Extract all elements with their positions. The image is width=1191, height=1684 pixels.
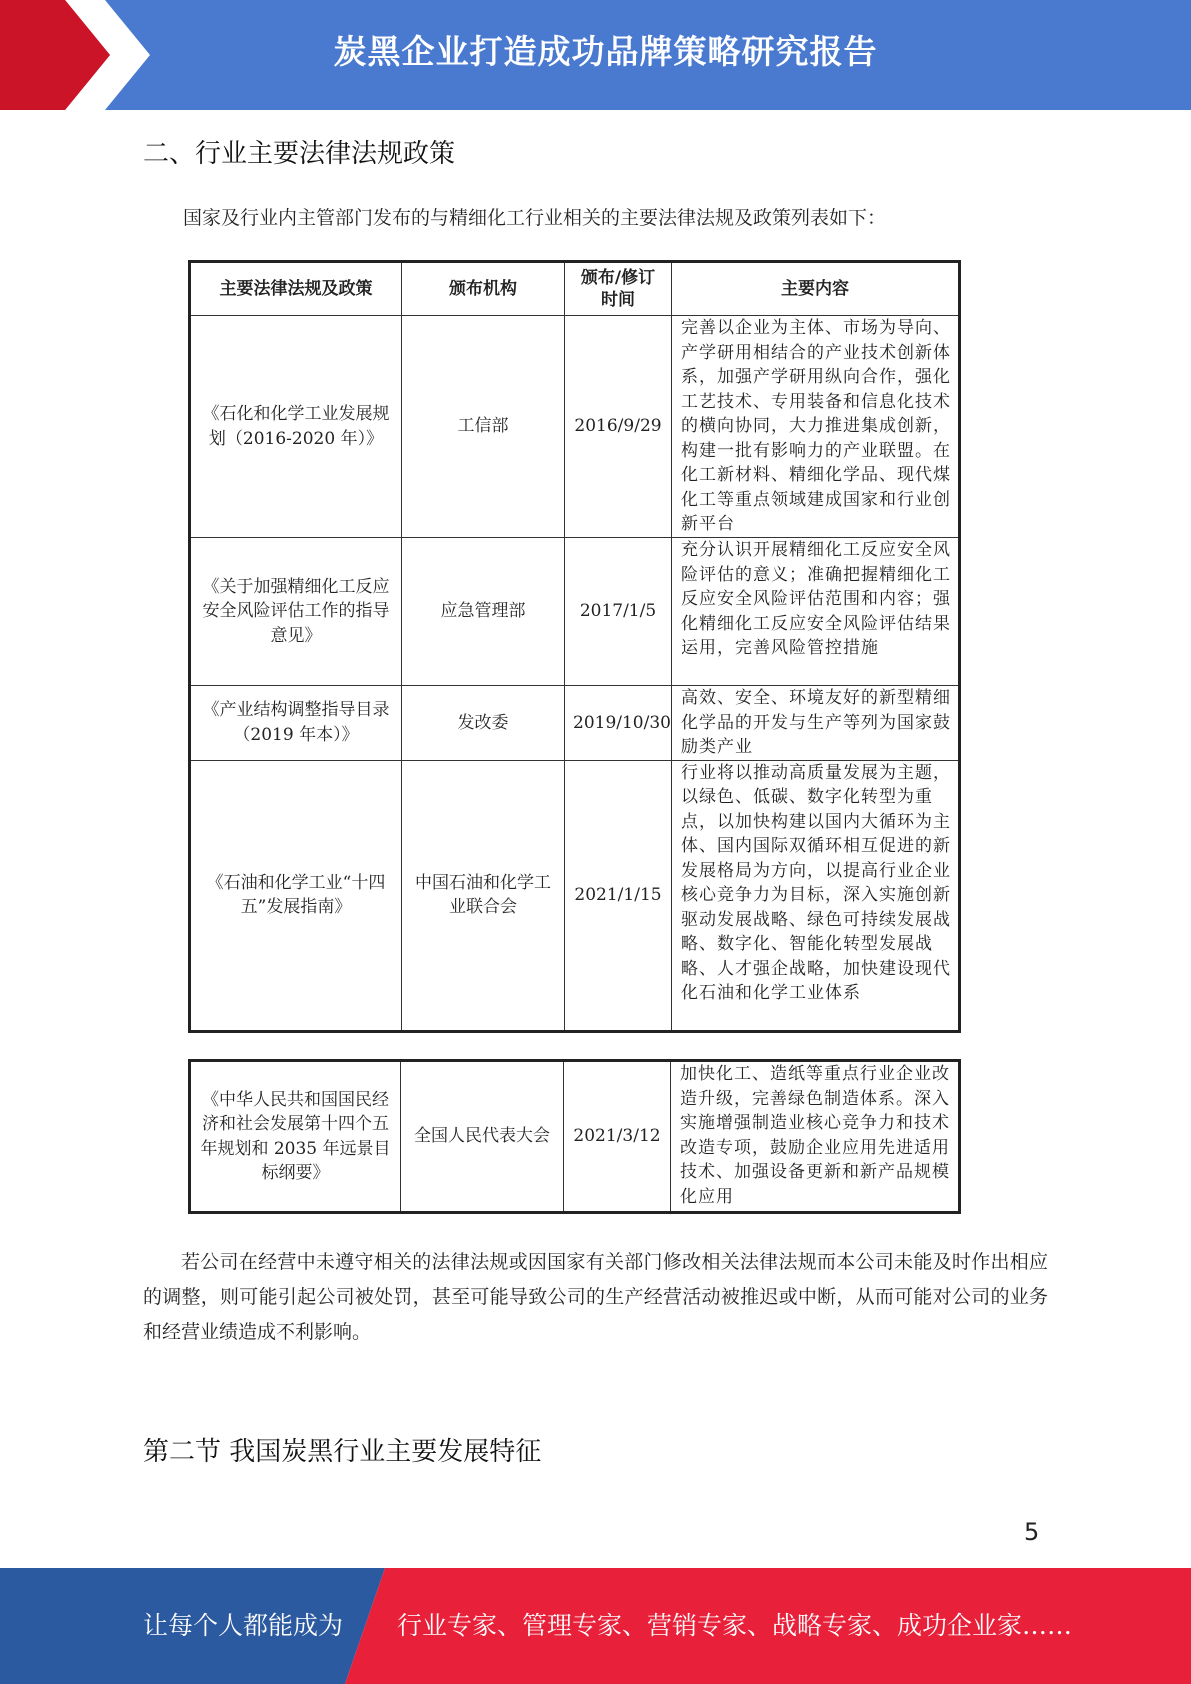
table-row: [190, 686, 960, 761]
policy-name: 《中华人民共和国国民经济和社会发展第十四个五年规划和 2035 年远景目标纲要》: [190, 1061, 401, 1213]
section-2-title: 第二节 我国炭黑行业主要发展特征: [143, 1437, 542, 1467]
table-row: [190, 760, 960, 1031]
policy-name: 《石油和化学工业“十四五”发展指南》: [190, 760, 402, 1031]
risk-paragraph: 若公司在经营中未遵守相关的法律法规或因国家有关部门修改相关法律法规而本公司未能及时作出相应的调整，则可能引起公司被处罚，甚至可能导致公司的生产经营活动被推迟或中断，从而可能对公司的业务和经营业绩造成不利影响。: [143, 1251, 1048, 1343]
policy-table-continued: [188, 1059, 961, 1214]
table-row: [190, 316, 960, 538]
col-header-date-label: 颁布/修订时间: [580, 268, 656, 310]
section-title: 二、行业主要法律法规政策: [143, 139, 456, 169]
col-header-policy: 主要法律法规及政策: [190, 262, 402, 316]
col-header-date: [565, 262, 672, 316]
table-header-row: [190, 262, 960, 316]
col-header-content: 主要内容: [672, 262, 960, 316]
issuing-org: 应急管理部: [402, 538, 565, 686]
policy-content: 完善以企业为主体、市场为导向、产学研用相结合的产业技术创新体系，加强产学研用纵向合作，强化工艺技术、专用装备和信息化技术的横向协同，大力推进集成创新，构建一批有影响力的产业联盟。在化工新材料、精细化学品、现代煤化工等重点领域建成国家和行业创新平台: [672, 316, 960, 538]
issue-date: 2017/1/5: [565, 538, 672, 686]
page-number: 5: [1024, 1518, 1040, 1546]
issue-date: 2021/1/15: [565, 760, 672, 1031]
table-row: [190, 538, 960, 686]
issuing-org: 中国石油和化学工业联合会: [402, 760, 565, 1031]
footer-slogan-left: 让每个人都能成为: [143, 1611, 344, 1640]
policy-content: 高效、安全、环境友好的新型精细化学品的开发与生产等列为国家鼓励类产业: [672, 686, 960, 761]
issue-date: 2019/10/30: [565, 686, 672, 761]
footer-slogan-right: 行业专家、管理专家、营销专家、战略专家、成功企业家……: [397, 1611, 1073, 1640]
policy-name: 《石化和化学工业发展规划（2016-2020 年）》: [190, 316, 402, 538]
col-header-org: 颁布机构: [402, 262, 565, 316]
policy-name: 《产业结构调整指导目录（2019 年本）》: [190, 686, 402, 761]
footer-banner: [0, 1568, 1191, 1684]
policy-content: 行业将以推动高质量发展为主题，以绿色、低碳、数字化转型为重点，以加快构建以国内大循环为主体、国内国际双循环相互促进的新发展格局为方向，以提高行业企业核心竞争力为目标，深入实施创新驱动发展战略、绿色可持续发展战略、数字化、智能化转型发展战略、人才强企战略，加快建设现代化石油和化学工业体系: [672, 760, 960, 1031]
issuing-org: 发改委: [402, 686, 565, 761]
intro-paragraph: 国家及行业内主管部门发布的与精细化工行业相关的主要法律法规及政策列表如下：: [183, 207, 887, 229]
issuing-org: 全国人民代表大会: [401, 1061, 564, 1213]
header-banner: [0, 0, 1191, 110]
policy-content: 加快化工、造纸等重点行业企业改造升级，完善绿色制造体系。深入实施增强制造业核心竞争力和技术改造专项，鼓励企业应用先进适用技术、加强设备更新和新产品规模化应用: [671, 1061, 960, 1213]
report-title: 炭黑企业打造成功品牌策略研究报告: [333, 32, 878, 71]
issue-date: 2021/3/12: [564, 1061, 671, 1213]
table-row: [190, 1061, 960, 1213]
policy-name: 《关于加强精细化工反应安全风险评估工作的指导意见》: [190, 538, 402, 686]
issuing-org: 工信部: [402, 316, 565, 538]
issue-date: 2016/9/29: [565, 316, 672, 538]
policy-content: 充分认识开展精细化工反应安全风险评估的意义；准确把握精细化工反应安全风险评估范围和内容；强化精细化工反应安全风险评估结果运用，完善风险管控措施: [672, 538, 960, 686]
policy-table: [188, 260, 961, 1033]
